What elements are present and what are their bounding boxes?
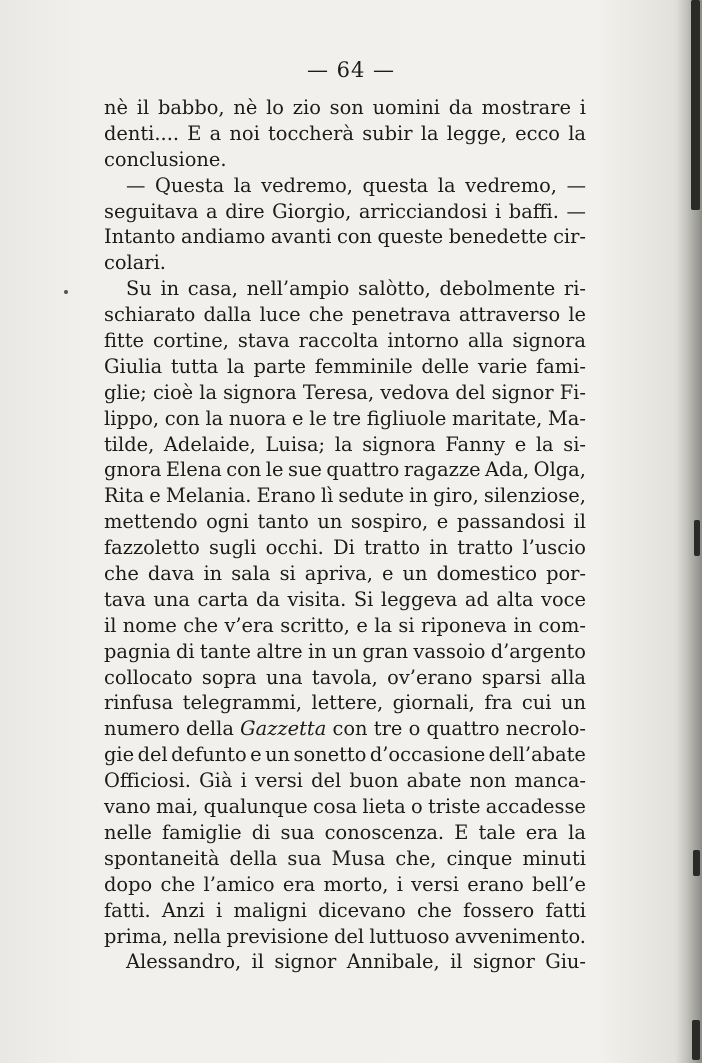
text-line: numero della Gazzetta con tre o quattro necrolo- [104, 717, 586, 741]
text-line: rinfusa telegrammi, lettere, giornali, fra cui un [104, 691, 586, 715]
text-line: lippo, con la nuora e le tre figliuole maritate, Ma- [104, 406, 586, 430]
text-line: fitte cortine, stava raccolta intorno alla signora [104, 329, 586, 353]
text-line: vano mai, qualunque cosa lieta o triste accadesse [104, 795, 586, 819]
text-line: schiarato dalla luce che penetrava attraverso le [104, 303, 586, 327]
page-edge-mark [692, 1020, 700, 1060]
text-line: spontaneità della sua Musa che, cinque minuti [104, 846, 586, 870]
page-edge-mark [693, 850, 700, 876]
text-line: collocato sopra una tavola, ov’erano sparsi alla [104, 665, 586, 689]
text-line: Officiosi. Già i versi del buon abate non manca- [104, 769, 586, 793]
text-line: colari. [104, 251, 166, 275]
text-line: denti.... E a noi toccherà subir la legge, ecco la [104, 121, 586, 145]
text-line: nè il babbo, nè lo zio son uomini da mostrare i [104, 96, 586, 119]
text-line: Su in casa, nell’ampio salòtto, debolmente ri- [126, 277, 586, 301]
page-edge-mark [694, 520, 700, 556]
text-line: prima, nella previsione del luttuoso avvenimento. [104, 924, 586, 948]
text-line: mettendo ogni tanto un sospiro, e passandosi il [104, 510, 586, 534]
text-line: — Questa la vedremo, questa la vedremo, — [126, 173, 586, 197]
text-line: Rita e Melania. Erano lì sedute in giro, silenziose, [104, 484, 586, 508]
text-line: Intanto andiamo avanti con queste benedette cir- [104, 225, 586, 249]
text-line: che dava in sala si apriva, e un domestico por- [104, 562, 586, 586]
text-line: fatti. Anzi i maligni dicevano che fossero fatti [104, 898, 586, 922]
text-line: gie del defunto e un sonetto d’occasione dell’abate [104, 743, 586, 767]
text-line: seguitava a dire Giorgio, arricciandosi i baffi. — [104, 199, 586, 223]
text-line: nelle famiglie di sua conoscenza. E tale era la [104, 820, 586, 844]
page-number: — 64 — [306, 58, 396, 82]
text-line: fazzoletto sugli occhi. Di tratto in tratto l’uscio [104, 536, 586, 560]
text-line: conclusione. [104, 147, 227, 171]
text-line: gnora Elena con le sue quattro ragazze Ada, Olga, [104, 458, 586, 482]
body-text [104, 95, 586, 975]
text-line: Giulia tutta la parte femminile delle varie fami- [104, 354, 586, 378]
text-line: Alessandro, il signor Annibale, il signor Giu- [126, 950, 586, 974]
text-line: pagnia di tante altre in un gran vassoio d’argento [104, 639, 586, 663]
text-line: tava una carta da visita. Si leggeva ad alta voce [104, 587, 586, 611]
text-line: glie; cioè la signora Teresa, vedova del signor Fi- [104, 380, 586, 404]
text-line: dopo che l’amico era morto, i versi erano bell’e [104, 872, 586, 896]
text-line: tilde, Adelaide, Luisa; la signora Fanny e la si- [104, 432, 586, 456]
page-edge-mark [691, 0, 700, 210]
text-line: il nome che v’era scritto, e la si riponeva in com- [104, 613, 586, 637]
ink-speck [64, 290, 68, 294]
